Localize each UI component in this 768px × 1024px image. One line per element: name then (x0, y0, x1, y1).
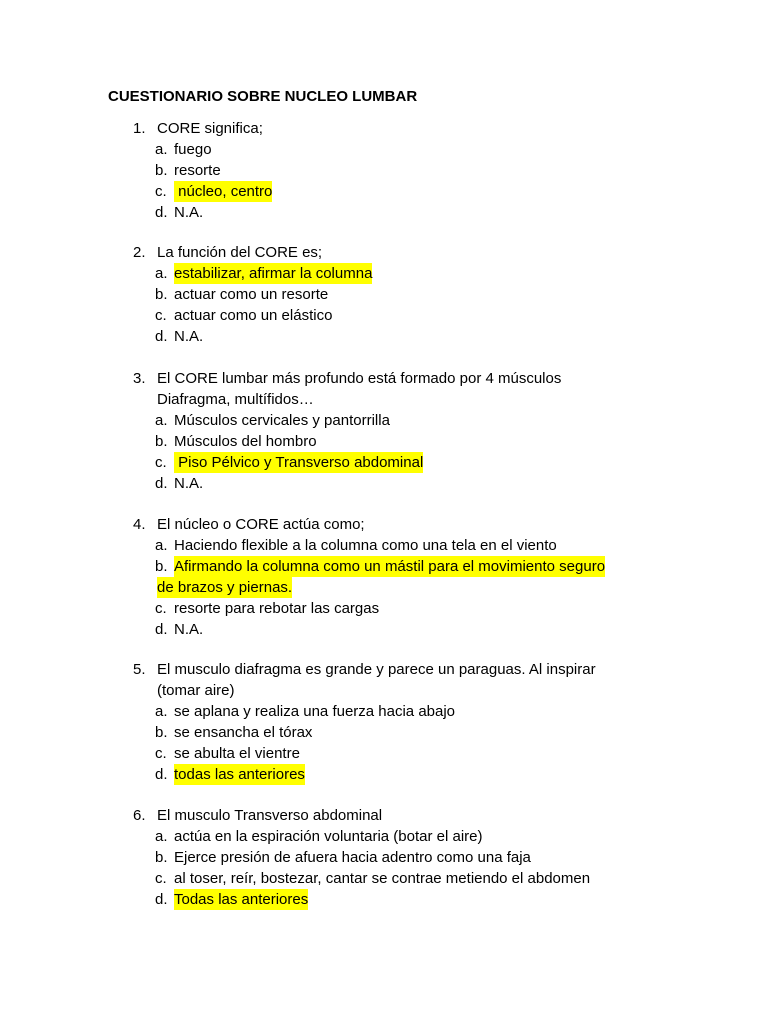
question-line (133, 659, 673, 680)
option-letter: a. (155, 703, 168, 720)
option-continuation-line (133, 577, 673, 598)
option-text: se abulta el vientre (174, 745, 300, 762)
option-letter: b. (155, 558, 168, 575)
option-line (133, 473, 673, 494)
question-text: La función del CORE es; (157, 244, 323, 261)
option-letter: a. (155, 141, 168, 158)
option-line (133, 598, 673, 619)
question-text: El núcleo o CORE actúa como; (157, 516, 365, 533)
option-line (133, 410, 673, 431)
option-line (133, 452, 673, 473)
option-text: resorte para rebotar las cargas (174, 600, 380, 617)
question-number: 5. (133, 661, 146, 678)
question-text: El CORE lumbar más profundo está formado por 4 músculos (157, 370, 562, 387)
option-line (133, 889, 673, 910)
question-number: 2. (133, 244, 146, 261)
option-letter: d. (155, 766, 168, 783)
question-number: 3. (133, 370, 146, 387)
option-line (133, 701, 673, 722)
correct-answer-continuation: de brazos y piernas. (157, 579, 293, 596)
option-text: fuego (174, 141, 212, 158)
option-line (133, 535, 673, 556)
option-letter: c. (155, 600, 167, 617)
option-letter: d. (155, 891, 168, 908)
option-letter: c. (155, 745, 167, 762)
question-number: 6. (133, 807, 146, 824)
option-text: N.A. (174, 621, 204, 638)
question-line (133, 514, 673, 535)
question-number: 4. (133, 516, 146, 533)
option-line (133, 619, 673, 640)
option-line (133, 764, 673, 785)
option-letter: a. (155, 265, 168, 282)
option-line (133, 847, 673, 868)
correct-answer: Piso Pélvico y Transverso abdominal (174, 454, 424, 471)
question-line (133, 118, 673, 139)
option-line (133, 431, 673, 452)
option-line (133, 868, 673, 889)
question-text: (tomar aire) (157, 682, 235, 699)
question-block (133, 805, 673, 910)
option-letter: c. (155, 454, 167, 471)
question-text: El musculo diafragma es grande y parece un paraguas. Al inspirar (157, 661, 596, 678)
option-line (133, 202, 673, 223)
question-block (133, 368, 673, 494)
option-text: se ensancha el tórax (174, 724, 313, 741)
option-text: N.A. (174, 204, 204, 221)
option-line (133, 743, 673, 764)
option-letter: d. (155, 328, 168, 345)
option-letter: b. (155, 433, 168, 450)
question-text: Diafragma, multífidos… (157, 391, 314, 408)
correct-answer: Todas las anteriores (174, 891, 309, 908)
option-text: Haciendo flexible a la columna como una tela en el viento (174, 537, 557, 554)
question-line (133, 680, 673, 701)
option-letter: d. (155, 621, 168, 638)
option-text: N.A. (174, 475, 204, 492)
option-line (133, 826, 673, 847)
option-text: al toser, reír, bostezar, cantar se contrae metiendo el abdomen (174, 870, 591, 887)
option-line (133, 722, 673, 743)
option-line (133, 284, 673, 305)
question-text: El musculo Transverso abdominal (157, 807, 383, 824)
option-text: actúa en la espiración voluntaria (botar el aire) (174, 828, 483, 845)
correct-answer: Afirmando la columna como un mástil para el movimiento seguro (174, 558, 606, 575)
option-letter: b. (155, 286, 168, 303)
question-block (133, 514, 673, 640)
option-letter: b. (155, 849, 168, 866)
question-number: 1. (133, 120, 146, 137)
option-letter: d. (155, 204, 168, 221)
option-text: Músculos del hombro (174, 433, 317, 450)
option-letter: c. (155, 183, 167, 200)
option-text: actuar como un elástico (174, 307, 333, 324)
option-text: resorte (174, 162, 221, 179)
option-line (133, 556, 673, 577)
option-letter: b. (155, 162, 168, 179)
option-line (133, 181, 673, 202)
question-line (133, 805, 673, 826)
option-line (133, 305, 673, 326)
option-letter: d. (155, 475, 168, 492)
question-line (133, 368, 673, 389)
correct-answer: estabilizar, afirmar la columna (174, 265, 373, 282)
question-block (133, 242, 673, 347)
question-block (133, 118, 673, 223)
question-line (133, 389, 673, 410)
option-text: N.A. (174, 328, 204, 345)
document-title: CUESTIONARIO SOBRE NUCLEO LUMBAR (108, 88, 418, 105)
option-line (133, 326, 673, 347)
option-line (133, 263, 673, 284)
option-text: Músculos cervicales y pantorrilla (174, 412, 390, 429)
option-letter: a. (155, 828, 168, 845)
correct-answer: núcleo, centro (174, 183, 273, 200)
option-letter: c. (155, 870, 167, 887)
question-block (133, 659, 673, 785)
question-line (133, 242, 673, 263)
question-text: CORE significa; (157, 120, 263, 137)
option-line (133, 139, 673, 160)
option-letter: b. (155, 724, 168, 741)
correct-answer: todas las anteriores (174, 766, 305, 783)
option-text: Ejerce presión de afuera hacia adentro como una faja (174, 849, 531, 866)
option-text: se aplana y realiza una fuerza hacia abajo (174, 703, 456, 720)
option-letter: a. (155, 537, 168, 554)
option-text: actuar como un resorte (174, 286, 329, 303)
option-letter: a. (155, 412, 168, 429)
option-letter: c. (155, 307, 167, 324)
option-line (133, 160, 673, 181)
